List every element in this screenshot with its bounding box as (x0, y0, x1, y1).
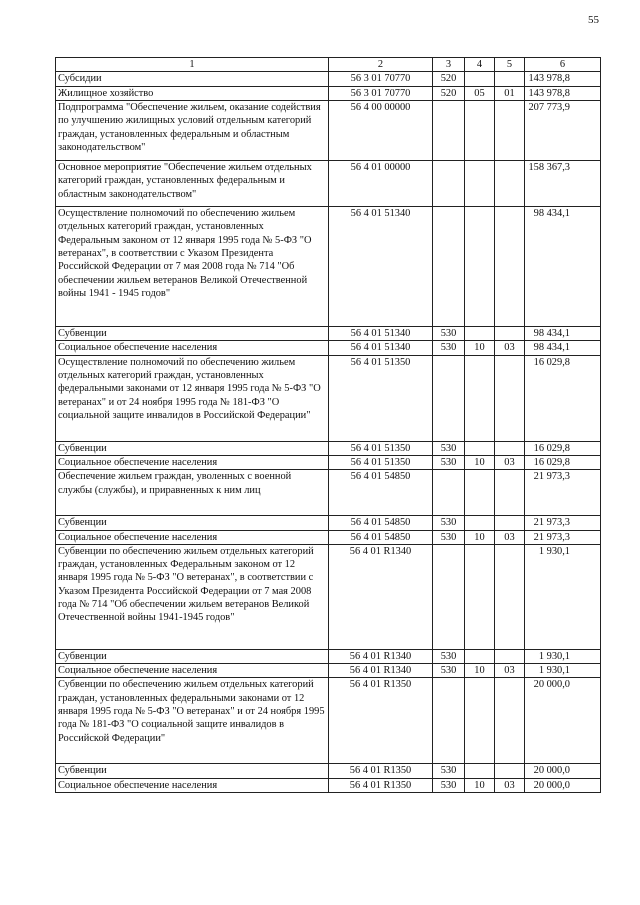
row-subsection-cell (495, 72, 525, 86)
row-name-cell: Субвенции по обеспечению жильем отдельных категорий граждан, установленных Федеральным законом от 12 января 1995 года № 5-ФЗ "О ветеранах", в соответствии с Указом Президента Российской Федерации от 7 мая 2008 года № 714 "Об обеспечении жильем ветеранов Великой Отечественной войны 1941-1945 годов" (56, 544, 329, 649)
table-row (56, 664, 601, 678)
row-code-cell: 56 4 01 R1340 (329, 649, 433, 663)
row-name-cell: Социальное обеспечение населения (56, 530, 329, 544)
row-amount-cell: 98 434,1 (525, 206, 601, 326)
row-section-cell (465, 516, 495, 530)
header-col-2: 2 (329, 58, 433, 72)
row-name-cell: Социальное обеспечение населения (56, 455, 329, 469)
row-name-cell: Социальное обеспечение населения (56, 664, 329, 678)
row-name-cell: Субвенции (56, 326, 329, 340)
row-name-cell: Субвенции (56, 516, 329, 530)
row-subsection-cell (495, 441, 525, 455)
row-subsection-cell: 03 (495, 778, 525, 792)
table-row (56, 72, 601, 86)
row-subsection-cell (495, 516, 525, 530)
row-expense-type-cell (433, 678, 465, 764)
row-subsection-cell (495, 470, 525, 516)
row-expense-type-cell: 530 (433, 664, 465, 678)
table-row (56, 649, 601, 663)
row-expense-type-cell (433, 544, 465, 649)
table-row (56, 530, 601, 544)
row-expense-type-cell (433, 160, 465, 206)
row-section-cell: 10 (465, 455, 495, 469)
row-amount-cell: 16 029,8 (525, 455, 601, 469)
row-code-cell: 56 4 01 R1350 (329, 778, 433, 792)
row-code-cell: 56 4 00 00000 (329, 100, 433, 160)
row-section-cell: 10 (465, 778, 495, 792)
row-code-cell: 56 4 01 R1340 (329, 664, 433, 678)
row-section-cell: 10 (465, 664, 495, 678)
row-section-cell: 10 (465, 341, 495, 355)
row-code-cell: 56 3 01 70770 (329, 72, 433, 86)
row-amount-cell: 16 029,8 (525, 355, 601, 441)
table-row (56, 355, 601, 441)
row-name-cell: Субвенции (56, 649, 329, 663)
row-amount-cell: 158 367,3 (525, 160, 601, 206)
row-code-cell: 56 4 01 54850 (329, 470, 433, 516)
row-amount-cell: 20 000,0 (525, 764, 601, 778)
row-amount-cell: 21 973,3 (525, 530, 601, 544)
row-section-cell (465, 326, 495, 340)
row-amount-cell: 1 930,1 (525, 544, 601, 649)
row-expense-type-cell: 530 (433, 326, 465, 340)
row-subsection-cell (495, 764, 525, 778)
row-expense-type-cell (433, 206, 465, 326)
row-amount-cell: 1 930,1 (525, 664, 601, 678)
row-code-cell: 56 4 01 51350 (329, 441, 433, 455)
row-subsection-cell: 03 (495, 341, 525, 355)
row-name-cell: Жилищное хозяйство (56, 86, 329, 100)
row-code-cell: 56 4 01 51340 (329, 206, 433, 326)
row-code-cell: 56 4 01 R1340 (329, 544, 433, 649)
row-code-cell: 56 4 01 51350 (329, 355, 433, 441)
row-section-cell (465, 544, 495, 649)
table-row (56, 764, 601, 778)
row-name-cell: Основное мероприятие "Обеспечение жильем отдельных категорий граждан, установленных федеральным и областным законодательством" (56, 160, 329, 206)
row-section-cell (465, 100, 495, 160)
row-section-cell: 05 (465, 86, 495, 100)
header-row (56, 58, 601, 72)
row-expense-type-cell: 530 (433, 441, 465, 455)
row-amount-cell: 20 000,0 (525, 678, 601, 764)
table-header (56, 58, 601, 72)
table-body (56, 72, 601, 793)
table-row (56, 341, 601, 355)
row-amount-cell: 1 930,1 (525, 649, 601, 663)
row-subsection-cell: 01 (495, 86, 525, 100)
row-name-cell: Обеспечение жильем граждан, уволенных с военной службы (службы), и приравненных к ним лиц (56, 470, 329, 516)
row-name-cell: Социальное обеспечение населения (56, 341, 329, 355)
table-row (56, 678, 601, 764)
row-section-cell (465, 160, 495, 206)
row-section-cell (465, 441, 495, 455)
row-name-cell: Социальное обеспечение населения (56, 778, 329, 792)
row-subsection-cell (495, 206, 525, 326)
row-code-cell: 56 4 01 51340 (329, 341, 433, 355)
row-name-cell: Осуществление полномочий по обеспечению жильем отдельных категорий граждан, установленных федеральными законами от 12 января 1995 года № 5-ФЗ "О ветеранах" и от 24 ноября 1995 года № 181-ФЗ "О социальной защите инвалидов в Российской Федерации" (56, 355, 329, 441)
header-col-4: 4 (465, 58, 495, 72)
row-subsection-cell (495, 100, 525, 160)
row-section-cell (465, 355, 495, 441)
row-code-cell: 56 4 01 R1350 (329, 678, 433, 764)
row-name-cell: Субвенции (56, 441, 329, 455)
row-name-cell: Субсидии (56, 72, 329, 86)
row-section-cell (465, 72, 495, 86)
row-expense-type-cell: 530 (433, 516, 465, 530)
table-row (56, 160, 601, 206)
row-subsection-cell: 03 (495, 664, 525, 678)
row-amount-cell: 20 000,0 (525, 778, 601, 792)
row-subsection-cell (495, 355, 525, 441)
row-subsection-cell (495, 649, 525, 663)
row-expense-type-cell: 530 (433, 455, 465, 469)
row-expense-type-cell (433, 470, 465, 516)
row-section-cell (465, 678, 495, 764)
row-amount-cell: 21 973,3 (525, 470, 601, 516)
table-row (56, 455, 601, 469)
row-section-cell: 10 (465, 530, 495, 544)
row-expense-type-cell: 530 (433, 778, 465, 792)
row-expense-type-cell: 530 (433, 764, 465, 778)
row-name-cell: Осуществление полномочий по обеспечению жильем отдельных категорий граждан, установленных Федеральным законом от 12 января 1995 года № 5-ФЗ "О ветеранах", в соответствии с Указом Президента Российской Федерации от 7 мая 2008 года № 714 "Об обеспечении жильем ветеранов Великой Отечественной войны 1941 - 1945 годов" (56, 206, 329, 326)
row-expense-type-cell: 520 (433, 72, 465, 86)
row-code-cell: 56 4 01 00000 (329, 160, 433, 206)
row-subsection-cell (495, 326, 525, 340)
row-amount-cell: 143 978,8 (525, 86, 601, 100)
row-code-cell: 56 4 01 51340 (329, 326, 433, 340)
budget-table (55, 57, 601, 793)
row-name-cell: Субвенции (56, 764, 329, 778)
table-row (56, 441, 601, 455)
row-expense-type-cell: 530 (433, 530, 465, 544)
table-row (56, 470, 601, 516)
table-row (56, 544, 601, 649)
row-name-cell: Субвенции по обеспечению жильем отдельных категорий граждан, установленных федеральными законами от 12 января 1995 года № 5-ФЗ "О ветеранах" и от 24 ноября 1995 года № 181-ФЗ "О социальной защите инвалидов в Российской Федерации" (56, 678, 329, 764)
header-col-1: 1 (56, 58, 329, 72)
row-amount-cell: 98 434,1 (525, 326, 601, 340)
row-code-cell: 56 4 01 54850 (329, 516, 433, 530)
row-section-cell (465, 470, 495, 516)
row-amount-cell: 16 029,8 (525, 441, 601, 455)
row-section-cell (465, 649, 495, 663)
row-expense-type-cell: 530 (433, 649, 465, 663)
page-number: 55 (588, 14, 599, 26)
row-amount-cell: 98 434,1 (525, 341, 601, 355)
row-expense-type-cell (433, 355, 465, 441)
table-row (56, 326, 601, 340)
row-code-cell: 56 4 01 51350 (329, 455, 433, 469)
row-subsection-cell (495, 544, 525, 649)
table-row (56, 516, 601, 530)
row-amount-cell: 207 773,9 (525, 100, 601, 160)
row-amount-cell: 21 973,3 (525, 516, 601, 530)
row-subsection-cell: 03 (495, 455, 525, 469)
header-col-3: 3 (433, 58, 465, 72)
row-subsection-cell (495, 160, 525, 206)
header-col-6: 6 (525, 58, 601, 72)
row-code-cell: 56 3 01 70770 (329, 86, 433, 100)
row-section-cell (465, 764, 495, 778)
row-expense-type-cell (433, 100, 465, 160)
header-col-5: 5 (495, 58, 525, 72)
row-amount-cell: 143 978,8 (525, 72, 601, 86)
row-code-cell: 56 4 01 54850 (329, 530, 433, 544)
row-expense-type-cell: 520 (433, 86, 465, 100)
row-subsection-cell (495, 678, 525, 764)
row-name-cell: Подпрограмма "Обеспечение жильем, оказание содействия по улучшению жилищных условий отдельным категорий граждан, установленных федеральным и областным законодательством" (56, 100, 329, 160)
table-row (56, 206, 601, 326)
table-row (56, 100, 601, 160)
row-subsection-cell: 03 (495, 530, 525, 544)
row-section-cell (465, 206, 495, 326)
table-row (56, 778, 601, 792)
row-expense-type-cell: 530 (433, 341, 465, 355)
row-code-cell: 56 4 01 R1350 (329, 764, 433, 778)
table-row (56, 86, 601, 100)
